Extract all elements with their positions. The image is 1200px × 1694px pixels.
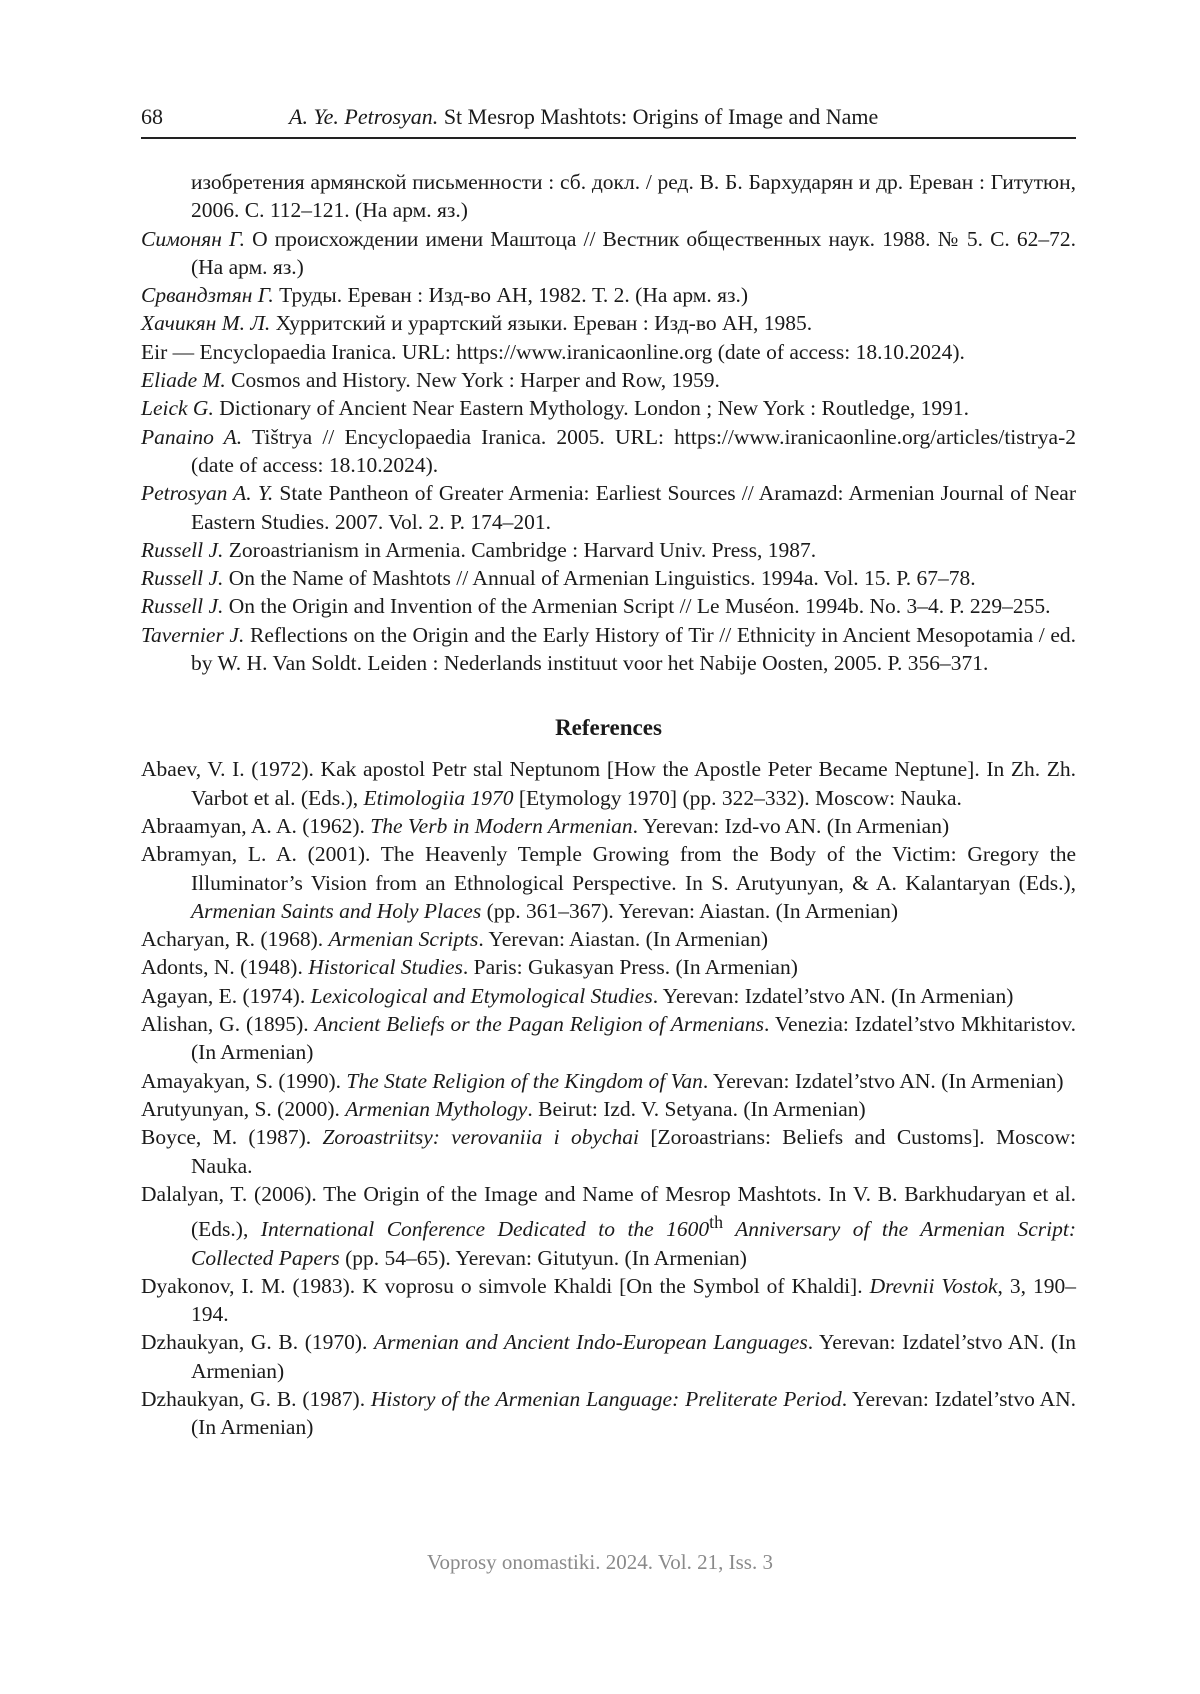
bibliography-entry	[141, 536, 1076, 564]
reference-publication: . Yerevan: Izdatel’stvo AN. (In Armenian)	[703, 1069, 1064, 1093]
reference-title: Lexicological and Etymological Studies	[311, 984, 653, 1008]
references-list	[141, 755, 1076, 1441]
bibliography-entry	[141, 366, 1076, 394]
reference-entry	[141, 1272, 1076, 1329]
bibliography-entry	[141, 168, 1076, 225]
page-header	[141, 103, 1076, 139]
reference-title: Armenian Saints and Holy Places	[191, 899, 481, 923]
reference-text: Acharyan, R. (1968).	[141, 927, 328, 951]
reference-entry	[141, 1067, 1076, 1095]
bibliography-entry	[141, 479, 1076, 536]
running-title-author: A. Ye. Petrosyan.	[289, 104, 438, 129]
entry-text: Cosmos and History. New York : Harper and Row, 1959.	[231, 368, 720, 392]
entry-text: Zoroastrianism in Armenia. Cambridge : Harvard Univ. Press, 1987.	[229, 538, 816, 562]
entry-text: Хурритский и урартский языки. Ереван : Изд-во АН, 1985.	[276, 311, 812, 335]
running-title-text: St Mesrop Mashtots: Origins of Image and Name	[444, 104, 878, 129]
reference-title: The Verb in Modern Armenian	[370, 814, 632, 838]
entry-author: Russell J.	[141, 538, 223, 562]
reference-title: History of the Armenian Language: Preliterate Period	[371, 1387, 842, 1411]
reference-title: The State Religion of the Kingdom of Van	[346, 1069, 703, 1093]
reference-text: Abramyan, L. A. (2001). The Heavenly Temple Growing from the Body of the Victim: Gregory the Illuminator’s Vision from an Ethnological Perspective. In S. Arutyunyan, & A. Kalantaryan (Eds.),	[141, 842, 1076, 894]
bibliography-entry	[141, 338, 1076, 366]
reference-text: Arutyunyan, S. (2000).	[141, 1097, 345, 1121]
reference-text: Dzhaukyan, G. B. (1970).	[141, 1330, 374, 1354]
reference-text: Abaev, V. I. (1972). Kak apostol Petr stal Neptunom [How the Apostle Peter Became Neptune]. In Zh. Zh. Varbot et al. (Eds.),	[141, 757, 1076, 809]
reference-publication: . Yerevan: Izd-vo AN. (In Armenian)	[633, 814, 949, 838]
reference-text: Adonts, N. (1948).	[141, 955, 308, 979]
reference-entry	[141, 1010, 1076, 1067]
page-number: 68	[141, 103, 163, 131]
reference-entry	[141, 812, 1076, 840]
reference-title: Ancient Beliefs or the Pagan Religion of Armenians	[315, 1012, 764, 1036]
bibliography-entry	[141, 394, 1076, 422]
entry-author: Russell J.	[141, 594, 223, 618]
entry-text: Dictionary of Ancient Near Eastern Mythology. London ; New York : Routledge, 1991.	[219, 396, 969, 420]
reference-publication: . Yerevan: Aiastan. (In Armenian)	[478, 927, 768, 951]
reference-entry	[141, 1180, 1076, 1272]
entry-author: Leick G.	[141, 396, 214, 420]
reference-text: Dzhaukyan, G. B. (1987).	[141, 1387, 371, 1411]
entry-text: О происхождении имени Маштоца // Вестник общественных наук. 1988. № 5. С. 62–72. (На арм. яз.)	[191, 227, 1076, 279]
reference-publication: , 3, 190–194.	[191, 1274, 1076, 1326]
reference-title: Zoroastriitsy: verovaniia i obychai	[322, 1125, 639, 1149]
reference-entry	[141, 840, 1076, 925]
reference-publication: . Paris: Gukasyan Press. (In Armenian)	[463, 955, 798, 979]
reference-text: Alishan, G. (1895).	[141, 1012, 315, 1036]
reference-title: Drevnii Vostok	[870, 1274, 998, 1298]
reference-entry	[141, 925, 1076, 953]
reference-title: Armenian Scripts	[328, 927, 478, 951]
entry-author: Panaino A.	[141, 425, 242, 449]
reference-publication: (pp. 361–367). Yerevan: Aiastan. (In Armenian)	[481, 899, 898, 923]
bibliography-entry	[141, 621, 1076, 678]
reference-title: Armenian and Ancient Indo-European Languages	[374, 1330, 808, 1354]
entry-text: Труды. Ереван : Изд-во АН, 1982. Т. 2. (На арм. яз.)	[279, 283, 748, 307]
entry-text: State Pantheon of Greater Armenia: Earliest Sources // Aramazd: Armenian Journal of Near Eastern Studies. 2007. Vol. 2. P. 174–201.	[191, 481, 1076, 533]
entry-author: Eliade M.	[141, 368, 226, 392]
reference-entry	[141, 1385, 1076, 1442]
reference-text: Agayan, E. (1974).	[141, 984, 311, 1008]
reference-publication: . Venezia: Izdatel’stvo Mkhitaristov. (In Armenian)	[191, 1012, 1076, 1064]
bibliography-entry	[141, 281, 1076, 309]
reference-publication: . Yerevan: Izdatel’stvo AN. (In Armenian)	[191, 1330, 1076, 1382]
entry-text: изобретения армянской письменности : сб. докл. / ред. В. Б. Бархударян и др. Ереван : Гитутюн, 2006. С. 112–121. (На арм. яз.)	[191, 170, 1076, 222]
entry-text: On the Name of Mashtots // Annual of Armenian Linguistics. 1994a. Vol. 15. P. 67–78.	[229, 566, 976, 590]
page-content	[141, 168, 1076, 1442]
reference-entry	[141, 953, 1076, 981]
reference-entry	[141, 755, 1076, 812]
reference-title: International Conference Dedicated to the 1600	[261, 1217, 709, 1241]
entry-text: On the Origin and Invention of the Armenian Script // Le Muséon. 1994b. No. 3–4. P. 229–255.	[229, 594, 1051, 618]
entry-author: Russell J.	[141, 566, 223, 590]
reference-title-continued: Anniversary of the Armenian Script: Collected Papers	[191, 1217, 1076, 1269]
entry-author: Срвандзтян Г.	[141, 283, 274, 307]
reference-title: Armenian Mythology	[345, 1097, 527, 1121]
reference-publication: . Yerevan: Izdatel’stvo AN. (In Armenian)	[653, 984, 1014, 1008]
reference-publication: (pp. 54–65). Yerevan: Gitutyun. (In Armenian)	[340, 1246, 747, 1270]
reference-text: Dyakonov, I. M. (1983). K voprosu o simvole Khaldi [On the Symbol of Khaldi].	[141, 1274, 870, 1298]
reference-entry	[141, 982, 1076, 1010]
running-title	[289, 103, 878, 131]
reference-publication: . Beirut: Izd. V. Setyana. (In Armenian)	[527, 1097, 865, 1121]
reference-text: Amayakyan, S. (1990).	[141, 1069, 346, 1093]
reference-entry	[141, 1123, 1076, 1180]
entry-author: Tavernier J.	[141, 623, 244, 647]
bibliography-entry	[141, 309, 1076, 337]
entry-text: Eir — Encyclopaedia Iranica. URL: https://www.iranicaonline.org (date of access: 18.10.2024).	[141, 340, 965, 364]
bibliography-list	[141, 168, 1076, 677]
reference-publication: . Yerevan: Izdatel’stvo AN. (In Armenian)	[191, 1387, 1076, 1439]
reference-text: Dalalyan, T. (2006). The Origin of the Image and Name of Mesrop Mashtots. In V. B. Barkhudaryan et al. (Eds.),	[141, 1182, 1076, 1241]
entry-text: Reflections on the Origin and the Early History of Tir // Ethnicity in Ancient Mesopotamia / ed. by W. H. Van Soldt. Leiden : Nederlands instituut voor het Nabije Oosten, 2005. P. 356–371.	[191, 623, 1076, 675]
entry-text: Tištrya // Encyclopaedia Iranica. 2005. URL: https://www.iranicaonline.org/articles/tistrya-2 (date of access: 18.10.2024).	[191, 425, 1076, 477]
reference-title: Etimologiia 1970	[364, 786, 514, 810]
reference-publication: [Zoroastrians: Beliefs and Customs]. Moscow: Nauka.	[191, 1125, 1076, 1177]
bibliography-entry	[141, 423, 1076, 480]
reference-entry	[141, 1328, 1076, 1385]
bibliography-entry	[141, 564, 1076, 592]
reference-entry	[141, 1095, 1076, 1123]
journal-footer: Voprosy onomastiki. 2024. Vol. 21, Iss. 3	[0, 1550, 1200, 1575]
reference-text: Boyce, M. (1987).	[141, 1125, 322, 1149]
reference-publication: [Etymology 1970] (pp. 322–332). Moscow: Nauka.	[513, 786, 961, 810]
references-heading: References	[141, 713, 1076, 743]
reference-superscript: th	[709, 1212, 723, 1232]
bibliography-entry	[141, 225, 1076, 282]
entry-author: Petrosyan A. Y.	[141, 481, 273, 505]
entry-author: Хачикян М. Л.	[141, 311, 270, 335]
bibliography-entry	[141, 592, 1076, 620]
reference-text: Abraamyan, A. A. (1962).	[141, 814, 370, 838]
reference-title: Historical Studies	[308, 955, 463, 979]
entry-author: Симонян Г.	[141, 227, 245, 251]
